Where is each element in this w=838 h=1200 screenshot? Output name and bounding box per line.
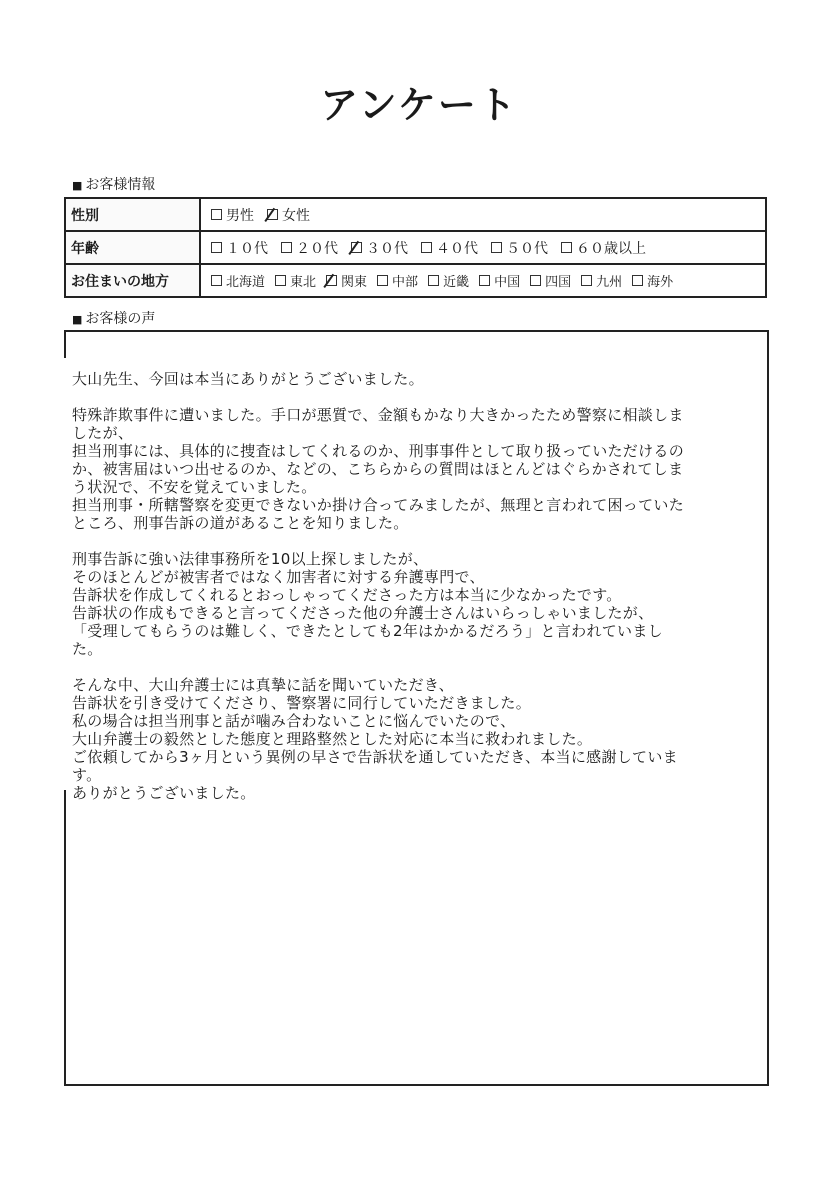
- option-label: 関東: [341, 275, 368, 290]
- text-line: か、被害届はいつ出せるのか、などの、こちらからの質問はほとんどはぐらかされてしま: [72, 460, 684, 478]
- customer-voice-text: [72, 370, 762, 802]
- checkbox-icon[interactable]: [632, 275, 643, 286]
- option-2-1[interactable]: [275, 271, 316, 290]
- customer-voice-heading-text: お客様の声: [85, 311, 156, 327]
- checkbox-icon[interactable]: [491, 242, 502, 253]
- page-title: アンケート: [320, 83, 518, 127]
- text-line: そんな中、大山弁護士には真摯に話を聞いていただき、: [72, 676, 454, 694]
- square-bullet-icon: ■: [72, 179, 83, 192]
- checkbox-icon[interactable]: [377, 275, 388, 286]
- option-2-5[interactable]: [479, 271, 520, 290]
- square-bullet-icon: ■: [72, 313, 83, 326]
- option-label: 男性: [226, 207, 254, 224]
- row-label: 性別: [65, 198, 200, 231]
- checkbox-icon[interactable]: [479, 275, 490, 286]
- text-line: 担当刑事・所轄警察を変更できないか掛け合ってみましたが、無理と言われて困っていた: [72, 496, 685, 514]
- text-line: 大山弁護士の毅然とした態度と理路整然とした対応に本当に救われました。: [72, 730, 593, 748]
- option-label: 四国: [545, 275, 572, 290]
- option-label: １０代: [226, 240, 268, 257]
- text-line: す。: [72, 766, 102, 784]
- gender-row: [65, 198, 766, 231]
- option-1-1[interactable]: [281, 238, 338, 258]
- voice-box-right-tick: [767, 330, 769, 358]
- option-label: 九州: [596, 275, 623, 290]
- voice-paragraph: [72, 676, 762, 802]
- option-label: ５０代: [506, 240, 548, 257]
- text-line: 告訴状を引き受けてくださり、警察署に同行していただきました。: [72, 694, 532, 712]
- voice-paragraph: [72, 406, 762, 532]
- voice-paragraph: [72, 550, 762, 658]
- region-row: [65, 264, 766, 297]
- option-2-8[interactable]: [632, 271, 673, 290]
- text-line: 告訴状を作成してくれるとおっしゃってくださった方は本当に少なかったです。: [72, 586, 622, 604]
- gender-options: [200, 198, 766, 231]
- option-label: 北海道: [226, 275, 266, 290]
- option-label: ４０代: [436, 240, 478, 257]
- text-line: 「受理してもらうのは難しく、できたとしても2年はかかるだろう」と言われていまし: [72, 622, 663, 640]
- checked-box-icon[interactable]: [326, 275, 337, 286]
- text-line: た。: [72, 640, 103, 658]
- checkbox-icon[interactable]: [421, 242, 432, 253]
- text-line: ご依頼してから3ヶ月という異例の早さで告訴状を通していただき、本当に感謝していま: [72, 748, 678, 766]
- option-0-0[interactable]: [211, 205, 254, 225]
- age-options: [200, 231, 766, 264]
- option-0-1[interactable]: [267, 205, 310, 225]
- option-label: ２０代: [296, 240, 338, 257]
- option-label: 中国: [494, 275, 521, 290]
- checked-box-icon[interactable]: [267, 209, 278, 220]
- text-line: 私の場合は担当刑事と話が噛み合わないことに悩んでいたので、: [72, 712, 516, 730]
- voice-box-top-border: [64, 330, 769, 332]
- voice-paragraph: [72, 370, 762, 388]
- text-line: ところ、刑事告訴の道があることを知りました。: [72, 514, 409, 532]
- row-label: お住まいの地方: [65, 264, 200, 297]
- option-label: 女性: [282, 207, 310, 224]
- text-line: 告訴状の作成もできると言ってくださった他の弁護士さんはいらっしゃいましたが、: [72, 604, 654, 622]
- text-line: したが、: [72, 424, 134, 442]
- checkbox-icon[interactable]: [211, 209, 222, 220]
- customer-info-table: [64, 197, 767, 298]
- text-line: 大山先生、今回は本当にありがとうございました。: [72, 370, 424, 388]
- checked-box-icon[interactable]: [351, 242, 362, 253]
- option-2-6[interactable]: [530, 271, 571, 290]
- text-line: そのほとんどが被害者ではなく加害者に対する弁護専門で、: [72, 568, 485, 586]
- option-1-2[interactable]: [351, 238, 408, 258]
- row-label: 年齢: [65, 231, 200, 264]
- option-label: 東北: [290, 275, 317, 290]
- text-line: ありがとうございました。: [72, 784, 256, 802]
- voice-box-left-tick: [64, 330, 66, 358]
- age-row: [65, 231, 766, 264]
- checkbox-icon[interactable]: [530, 275, 541, 286]
- option-1-5[interactable]: [561, 238, 646, 258]
- checkbox-icon[interactable]: [211, 275, 222, 286]
- text-line: 刑事告訴に強い法律事務所を10以上探しましたが、: [72, 550, 429, 568]
- customer-voice-heading: [72, 310, 155, 329]
- checkbox-icon[interactable]: [581, 275, 592, 286]
- option-label: 中部: [392, 275, 419, 290]
- checkbox-icon[interactable]: [561, 242, 572, 253]
- option-2-3[interactable]: [377, 271, 418, 290]
- option-1-0[interactable]: [211, 238, 268, 258]
- checkbox-icon[interactable]: [428, 275, 439, 286]
- option-label: ６０歳以上: [576, 240, 646, 257]
- customer-info-heading: [72, 176, 155, 195]
- customer-info-heading-text: お客様情報: [85, 177, 156, 193]
- option-1-3[interactable]: [421, 238, 478, 258]
- option-1-4[interactable]: [491, 238, 548, 258]
- option-2-4[interactable]: [428, 271, 469, 290]
- region-options: [200, 264, 766, 297]
- option-label: 近畿: [443, 275, 470, 290]
- checkbox-icon[interactable]: [211, 242, 222, 253]
- text-line: 特殊詐欺事件に遭いました。手口が悪質で、金額もかなり大きかったため警察に相談しま: [72, 406, 684, 424]
- text-line: う状況で、不安を覚えていました。: [72, 478, 317, 496]
- checkbox-icon[interactable]: [275, 275, 286, 286]
- option-label: 海外: [647, 275, 674, 290]
- option-2-0[interactable]: [211, 271, 265, 290]
- option-label: ３０代: [366, 240, 408, 257]
- option-2-2[interactable]: [326, 271, 367, 290]
- text-line: 担当刑事には、具体的に捜査はしてくれるのか、刑事事件として取り扱っていただけるの: [72, 442, 685, 460]
- option-2-7[interactable]: [581, 271, 622, 290]
- checkbox-icon[interactable]: [281, 242, 292, 253]
